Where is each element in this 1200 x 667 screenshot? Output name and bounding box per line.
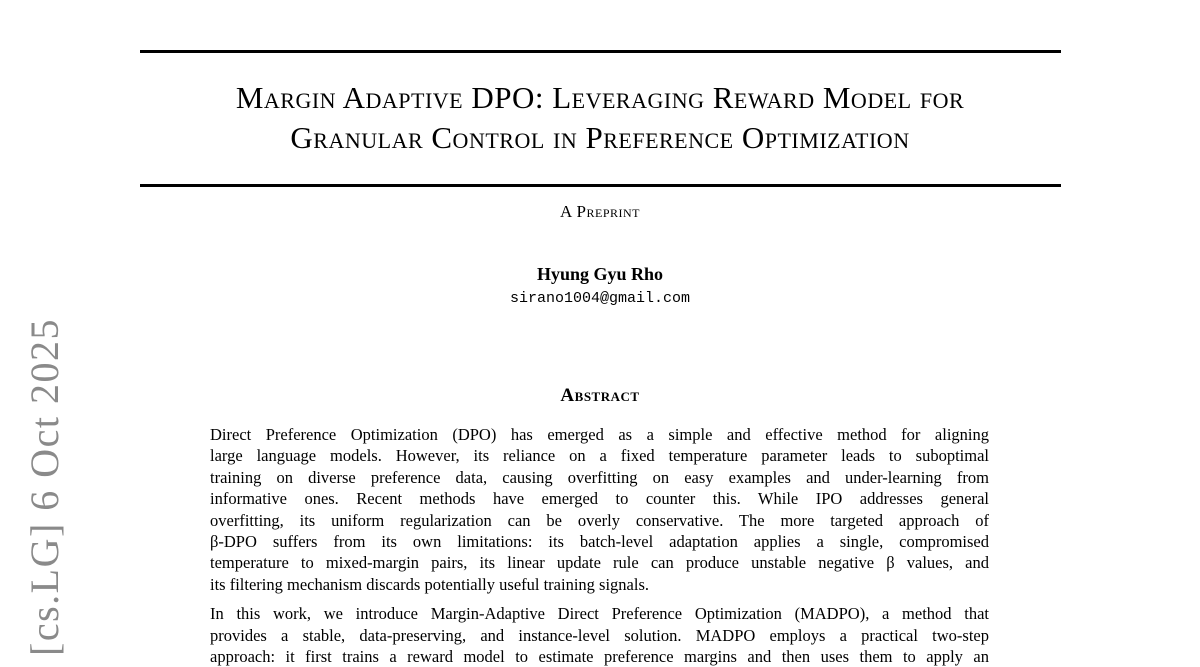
title-rule-top <box>140 50 1061 53</box>
author-name: Hyung Gyu Rho <box>536 264 664 284</box>
preprint-label: A Preprint <box>559 202 641 221</box>
abstract-line: β-DPO suffers from its own limitations: its batch-level adaptation applies a single, compromised <box>210 532 989 552</box>
abstract-line: large language models. However, its reliance on a fixed temperature parameter leads to suboptimal <box>210 446 989 466</box>
abstract-line: informative ones. Recent methods have emerged to counter this. While IPO addresses general <box>210 489 989 509</box>
abstract-line: overfitting, its uniform regularization can be overly conservative. The more targeted approach of <box>210 510 989 530</box>
abstract-line: training on diverse preference data, causing overfitting on easy examples and under-learning from <box>210 467 989 487</box>
abstract-line: temperature to mixed-margin pairs, its linear update rule can produce unstable negative β values, and <box>210 553 989 573</box>
abstract-line: provides a stable, data-preserving, and instance-level solution. MADPO employs a practical two-step <box>210 625 989 645</box>
arxiv-sidebar-watermark: [cs.LG] 6 Oct 2025 <box>22 317 67 656</box>
abstract-line: its filtering mechanism discards potentially useful training signals. <box>210 574 649 594</box>
abstract-paragraph <box>210 603 989 667</box>
abstract-line: approach: it first trains a reward model to estimate preference margins and then uses them to apply an <box>210 647 989 667</box>
abstract-line: In this work, we introduce Margin-Adaptive Direct Preference Optimization (MADPO), a method that <box>210 604 989 624</box>
abstract-line: Direct Preference Optimization (DPO) has emerged as a simple and effective method for aligning <box>210 425 989 444</box>
title-rule-bottom <box>140 184 1061 187</box>
author-email: sirano1004@gmail.com <box>509 290 691 307</box>
abstract-body <box>210 424 989 667</box>
abstract-paragraph <box>210 424 989 595</box>
paper-title-line-2: Granular Control in Preference Optimization <box>290 120 910 155</box>
paper-title-line-1: Margin Adaptive DPO: Leveraging Reward Model for <box>235 80 965 115</box>
abstract-heading: Abstract <box>560 385 640 406</box>
